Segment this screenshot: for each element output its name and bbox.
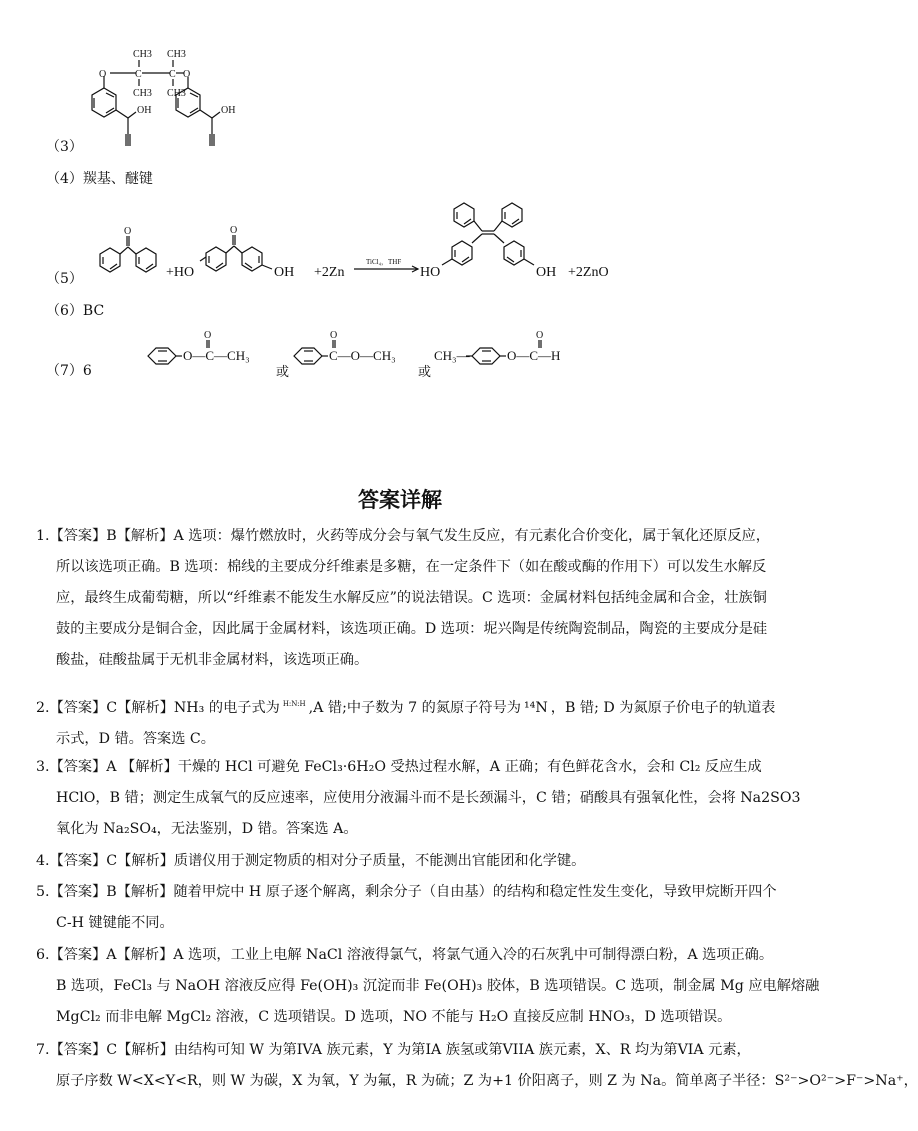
answer-line: MgCl₂ 而非电解 MgCl₂ 溶液，C 选项错误。D 选项，NO 不能与 H₂O 直接反应制 HNO₃，D 选项错误。 — [56, 1009, 732, 1025]
hydroxyl-label: OH — [536, 265, 557, 280]
carbonyl-oxygen: O — [536, 330, 544, 341]
zinc-oxide-product: +2ZnO — [568, 265, 609, 280]
oxygen-label: O — [99, 69, 107, 80]
answer-line: 1.【答案】B【解析】A 选项：爆竹燃放时，火药等成分会与氧气发生反应，有元素化合价变化，属于氧化还原反应， — [36, 528, 770, 544]
hydroxyl-label: OH — [274, 265, 295, 280]
item-7-isomers — [140, 328, 600, 383]
reaction-5-scheme — [82, 195, 642, 290]
answer-line: 示式，D 错。答案选 C。 — [56, 731, 215, 747]
answer-line: B 选项，FeCl₃ 与 NaOH 溶液反应得 Fe(OH)₃ 沉淀而非 Fe(OH)₃ 胶体，B 选项错误。C 选项，制金属 Mg 应电解熔融 — [56, 978, 820, 994]
methyl-label: CH3 — [167, 88, 186, 99]
reaction-conditions: TiCl₄，THF — [366, 258, 402, 266]
carbonyl-oxygen: O — [204, 330, 212, 341]
electron-formula: H:N:H — [282, 700, 306, 708]
answer-line: HClO，B 错；测定生成氧气的反应速率，应使用分液漏斗而不是长颈漏斗，C 错；硝酸具有强氧化性，会将 Na2SO3 — [56, 790, 801, 806]
isomer-3-formula: O—C—H — [507, 348, 561, 363]
answer-3 — [36, 752, 801, 845]
isomer-1-formula: O—C—CH₃ — [183, 348, 250, 363]
carbon-label: C — [169, 69, 176, 80]
methyl-label: CH3 — [167, 49, 186, 60]
answer-2 — [36, 689, 776, 755]
answer-line: 所以该选项正确。B 选项：棉线的主要成分纤维素是多糖，在一定条件下（如在酸或酶的作用下）可以发生水解反 — [56, 559, 767, 575]
plus-ho-label: +HO — [166, 265, 195, 280]
or-connector: 或 — [276, 364, 290, 379]
answer-4 — [36, 846, 768, 877]
isomer-2-formula: C—O—CH₃ — [329, 348, 396, 363]
isomer-3-methyl: CH₃— — [434, 348, 470, 363]
answer-line — [36, 689, 776, 724]
section-title: 答案详解 — [358, 488, 442, 512]
answer-6 — [36, 940, 820, 1033]
answer-line: 应，最终生成葡萄糖，所以“纤维素不能发生水解反应”的说法错误。C 选项：金属材料包括纯金属和合金，壮族铜 — [56, 590, 767, 606]
nitrogen-symbol: ¹⁴N — [523, 700, 548, 716]
answer-line: 6.【答案】A【解析】A 选项，工业上电解 NaCl 溶液得氯气，将氯气通入冷的石灰乳中可制得漂白粉，A 选项正确。 — [36, 947, 774, 963]
answer-7 — [36, 1035, 918, 1097]
answer-line: 原子序数 W<X<Y<R，则 W 为碳，X 为氧，Y 为氟，R 为硫；Z 为+1 价阳离子，则 Z 为 Na。简单离子半径：S²⁻>O²⁻>F⁻>Na⁺， — [56, 1073, 918, 1089]
answer-5 — [36, 877, 777, 939]
hydroxyl-label: OH — [137, 105, 152, 116]
item-5-label: （5） — [46, 271, 83, 287]
methyl-label: CH3 — [133, 88, 152, 99]
answer-text: ,A 错;中子数为 7 的氮原子符号为 — [308, 700, 521, 716]
answer-line: 5.【答案】B【解析】随着甲烷中 H 原子逐个解离，剩余分子（自由基）的结构和稳定性发生变化，导致甲烷断开四个 — [36, 884, 777, 900]
item-4-text: （4）羰基、醚键 — [46, 171, 153, 187]
answer-line: 鼓的主要成分是铜合金，因此属于金属材料，该选项正确。D 选项：坭兴陶是传统陶瓷制品，陶瓷的主要成分是硅 — [56, 621, 768, 637]
answer-line: 3.【答案】A 【解析】干燥的 HCl 可避免 FeCl₃·6H₂O 受热过程水解，A 正确；有色鲜花含水，会和 Cl₂ 反应生成 — [36, 759, 762, 775]
oxygen-label: O — [183, 69, 191, 80]
answer-line: 7.【答案】C【解析】由结构可知 W 为第IVA 族元素，Y 为第IA 族氢或第VIIA 族元素，X、R 均为第VIA 元素， — [36, 1042, 751, 1058]
structure-3-bisphenol-diol — [80, 40, 270, 152]
hydroxyl-label: HO — [420, 265, 441, 280]
hydroxyl-label: OH — [221, 105, 236, 116]
answer-line: 酸盐，硅酸盐属于无机非金属材料，该选项正确。 — [56, 652, 369, 668]
item-7-label: （7）6 — [46, 363, 92, 379]
answer-1 — [36, 521, 768, 676]
answer-text: 2.【答案】C【解析】NH₃ 的电子式为 — [36, 700, 280, 716]
answer-line: C-H 键键能不同。 — [56, 915, 174, 931]
item-3-label: （3） — [46, 139, 83, 155]
zinc-reagent: +2Zn — [314, 265, 345, 280]
carbonyl-oxygen: O — [330, 330, 338, 341]
item-6-text: （6）BC — [46, 303, 105, 319]
carbon-label: C — [135, 69, 142, 80]
carbonyl-oxygen: O — [230, 225, 238, 236]
answer-line: 4.【答案】C【解析】质谱仪用于测定物质的相对分子质量，不能测出官能团和化学键。 — [36, 853, 586, 869]
methyl-label: CH3 — [133, 49, 152, 60]
answer-text: ，B 错; D 为氮原子价电子的轨道表 — [550, 700, 776, 716]
carbonyl-oxygen: O — [124, 226, 132, 237]
answer-line: 氧化为 Na₂SO₄，无法鉴别，D 错。答案选 A。 — [56, 821, 358, 837]
or-connector: 或 — [418, 364, 432, 379]
